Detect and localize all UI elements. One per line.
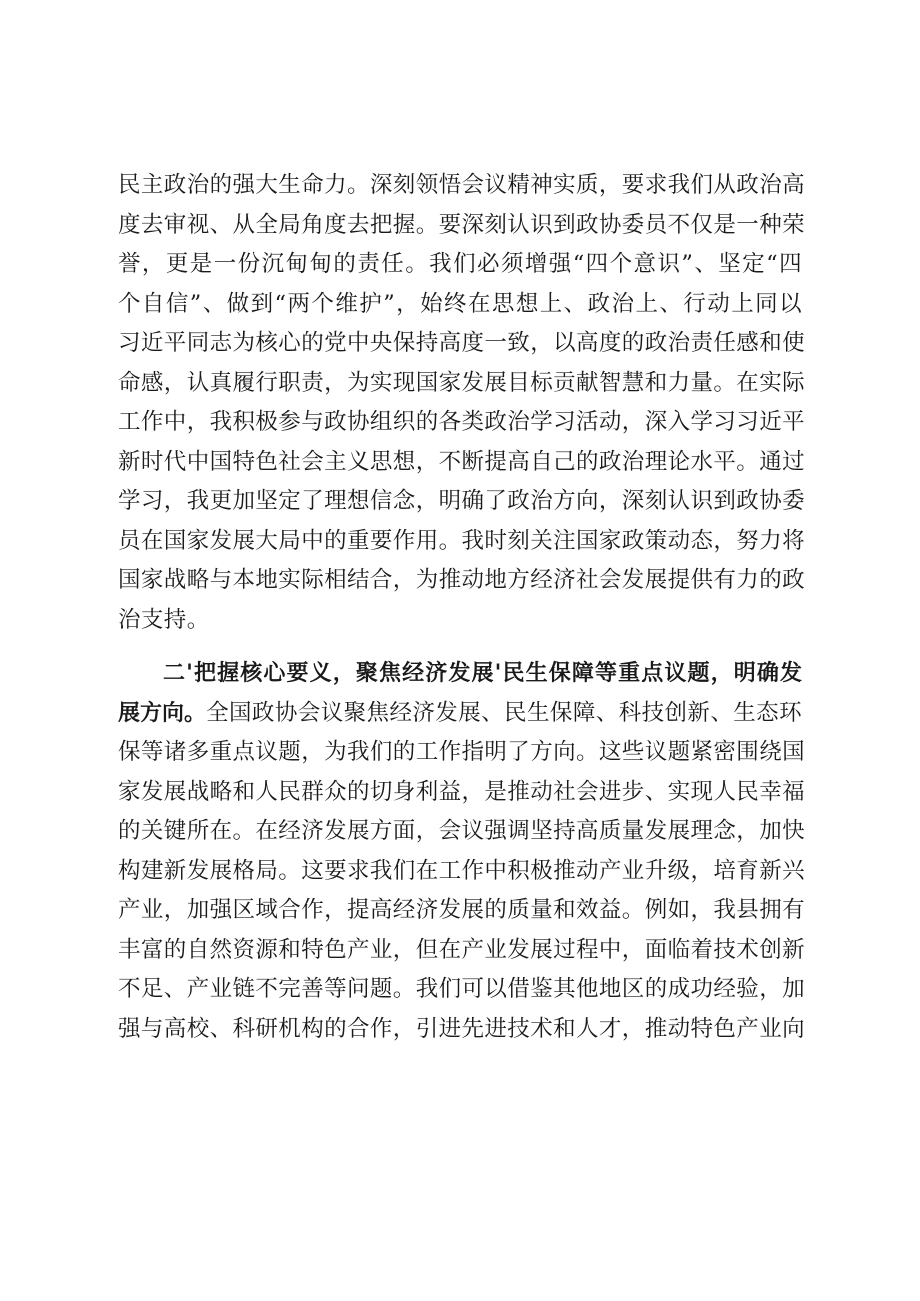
text-line: 家发展战略和人民群众的切身利益，是推动社会进步、实现人民幸福 xyxy=(118,778,806,805)
text-line: 保等诸多重点议题，为我们的工作指明了方向。这些议题紧密围绕国 xyxy=(118,739,806,765)
text-line: 工作中，我积极参与政协组织的各类政治学习活动，深入学习习近平 xyxy=(118,409,806,435)
text-line: 丰富的自然资源和特色产业，但在产业发展过程中，面临着技术创新 xyxy=(118,936,806,963)
text-line: 员在国家发展大局中的重要作用。我时刻关注国家政策动态，努力将 xyxy=(118,527,806,554)
text-line: 命感，认真履行职责，为实现国家发展目标贡献智慧和力量。在实际 xyxy=(118,369,806,396)
text-line-rest: 全国政协会议聚焦经济发展、民生保障、科技创新、生态环 xyxy=(206,699,802,726)
paragraph-1 xyxy=(118,166,806,640)
text-line: 构建新发展格局。这要求我们在工作中积极推动产业升级，培育新兴 xyxy=(118,857,806,884)
text-line xyxy=(118,694,802,734)
text-line: 个自信”、做到“两个维护”，始终在思想上、政治上、行动上同以 xyxy=(118,290,802,317)
text-line: 治支持。 xyxy=(118,606,210,633)
text-line: 誉，更是一份沉甸甸的责任。我们必须增强“四个意识”、坚定“四 xyxy=(118,251,802,277)
paragraph-2 xyxy=(118,654,806,1049)
body-text xyxy=(118,166,806,1049)
text-line: 不足、产业链不完善等问题。我们可以借鉴其他地区的成功经验，加 xyxy=(118,976,806,1002)
text-line: 民主政治的强大生命力。深刻领悟会议精神实质，要求我们从政治高 xyxy=(118,172,806,198)
paragraph-gap xyxy=(118,640,802,654)
text-line: 学习，我更加坚定了理想信念，明确了政治方向，深刻认识到政协委 xyxy=(118,488,806,514)
text-line: 的关键所在。在经济发展方面，会议强调坚持高质量发展理念，加快 xyxy=(118,818,806,844)
text-line: 度去审视、从全局角度去把握。要深刻认识到政协委员不仅是一种荣 xyxy=(118,211,806,238)
text-line: 国家战略与本地实际相结合，为推动地方经济社会发展提供有力的政 xyxy=(118,567,806,593)
text-line: 产业，加强区域合作，提高经济发展的质量和效益。例如，我县拥有 xyxy=(118,897,806,923)
text-line: 强与高校、科研机构的合作，引进先进技术和人才，推动特色产业向 xyxy=(118,1015,806,1042)
section-heading-end: 展方向。 xyxy=(118,700,207,726)
text-line: 习近平同志为核心的党中央保持高度一致，以高度的政治责任感和使 xyxy=(118,330,806,356)
text-line: 新时代中国特色社会主义思想，不断提高自己的政治理论水平。通过 xyxy=(118,448,806,475)
section-heading: 二'把握核心要义，聚焦经济发展'民生保障等重点议题，明确发 xyxy=(163,661,802,686)
